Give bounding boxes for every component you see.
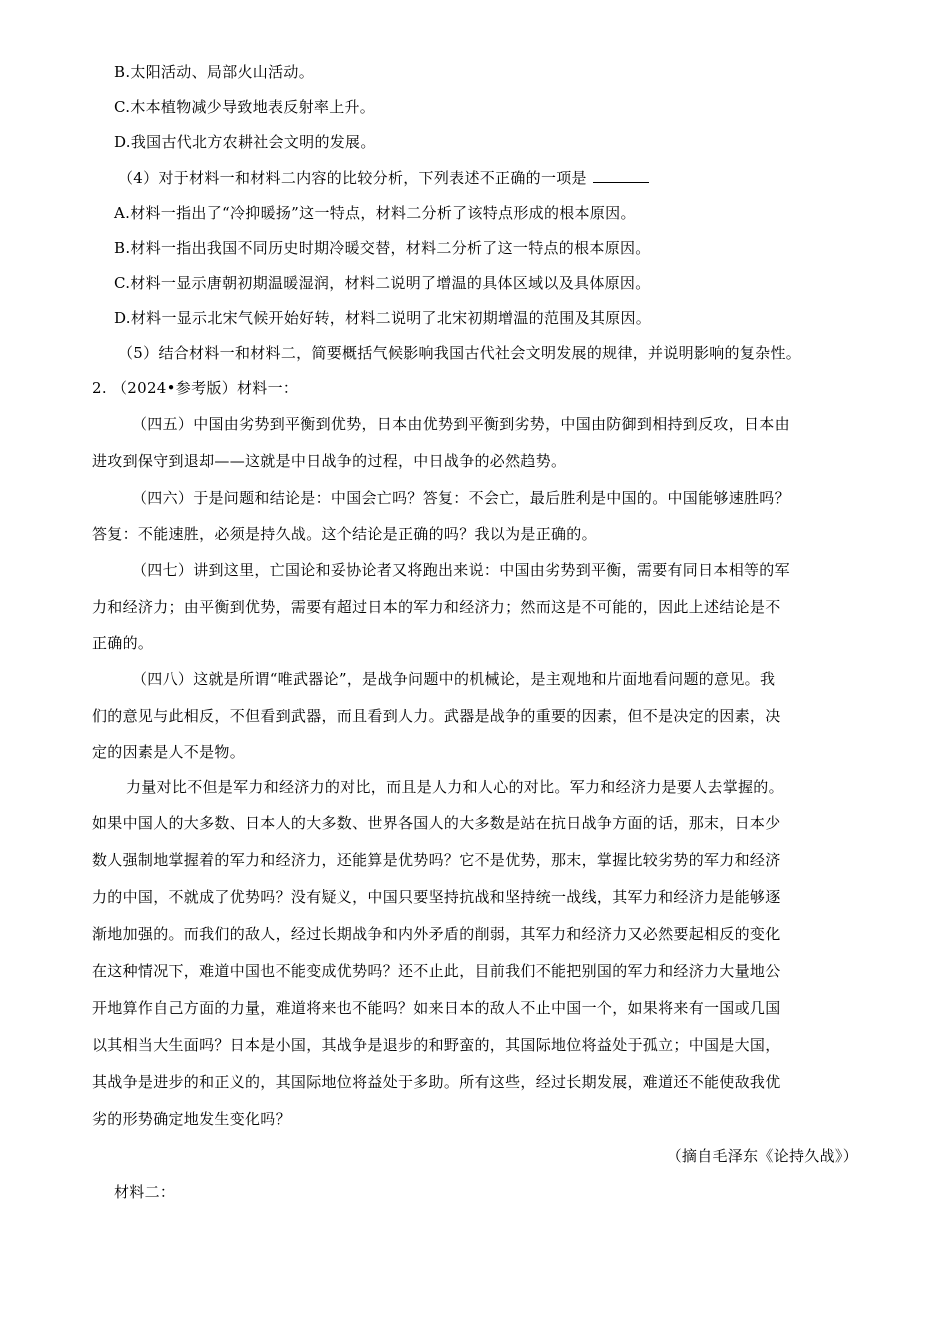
answer-blank[interactable] [593,168,649,183]
paragraph-46-line-2: 答复：不能速胜，必须是持久战。这个结论是正确的吗？我以为是正确的。 [92,525,597,543]
material-2-label: 材料二： [114,1183,176,1201]
option-4d: D.材料一显示北宋气候开始好转，材料二说明了北宋初期增温的范围及其原因。 [114,309,652,327]
paragraph-46-line-1: （四六）于是问题和结论是：中国会亡吗？答复：不会亡，最后胜利是中国的。中国能够速胜吗？ [132,489,790,507]
paragraph-body-line-8: 以其相当大生面吗？日本是小国，其战争是退步的和野蛮的，其国际地位将益处于孤立；中国是大国， [92,1036,781,1054]
paragraph-47-line-2: 力和经济力；由平衡到优势，需要有超过日本的军力和经济力；然而这是不可能的，因此上述结论是不 [92,598,781,616]
paragraph-body-line-1: 力量对比不但是军力和经济力的对比，而且是人力和人心的对比。军力和经济力是要人去掌握的。 [126,778,784,796]
subquestion-4-text: （4）对于材料一和材料二内容的比较分析，下列表述不正确的一项是 [118,169,587,187]
option-4a: A.材料一指出了“冷抑暖扬”这一特点，材料二分析了该特点形成的根本原因。 [114,204,636,222]
paragraph-body-line-4: 力的中国，不就成了优势吗？没有疑义，中国只要坚持抗战和坚持统一战线，其军力和经济力是能够逐 [92,888,781,906]
option-4b: B.材料一指出我国不同历史时期冷暖交替，材料二分析了这一特点的根本原因。 [114,239,651,257]
option-c: C.木本植物减少导致地表反射率上升。 [114,98,376,116]
paragraph-body-line-9: 其战争是进步的和正义的，其国际地位将益处于多助。所有这些，经过长期发展，难道还不能使敌我优 [92,1073,781,1091]
paragraph-body-line-3: 数人强制地掌握着的军力和经济力，还能算是优势吗？它不是优势，那末，掌握比较劣势的军力和经济 [92,851,781,869]
paragraph-47-line-3: 正确的。 [92,634,154,652]
paragraph-body-line-7: 开地算作自己方面的力量，难道将来也不能吗？如来日本的敌人不止中国一个，如果将来有一国或几国 [92,999,781,1017]
paragraph-45-line-1: （四五）中国由劣势到平衡到优势，日本由优势到平衡到劣势，中国由防御到相持到反攻，日本由 [132,415,790,433]
subquestion-5: （5）结合材料一和材料二，简要概括气候影响我国古代社会文明发展的规律，并说明影响的复杂性。 [118,344,802,362]
paragraph-body-line-10: 劣的形势确定地发生变化吗？ [92,1110,291,1128]
subquestion-4 [118,168,649,188]
paragraph-body-line-6: 在这种情况下，难道中国也不能变成优势吗？还不止此，目前我们不能把别国的军力和经济力大量地公 [92,962,781,980]
option-b: B.太阳活动、局部火山活动。 [114,63,314,81]
paragraph-body-line-2: 如果中国人的大多数、日本人的大多数、世界各国人的大多数是站在抗日战争方面的话，那末，日本少 [92,814,781,832]
paragraph-48-line-2: 们的意见与此相反，不但看到武器，而且看到人力。武器是战争的重要的因素，但不是决定的因素，决 [92,707,781,725]
question-2-heading: 2. （2024•参考版）材料一： [92,379,299,397]
option-d: D.我国古代北方农耕社会文明的发展。 [114,133,376,151]
source-citation: （摘自毛泽东《论持久战》） [666,1147,858,1165]
paragraph-48-line-1: （四八）这就是所谓“唯武器论”，是战争问题中的机械论，是主观地和片面地看问题的意见。我 [132,670,776,688]
paragraph-45-line-2: 进攻到保守到退却——这就是中日战争的过程，中日战争的必然趋势。 [92,452,567,470]
option-4c: C.材料一显示唐朝初期温暖湿润，材料二说明了增温的具体区域以及具体原因。 [114,274,651,292]
paragraph-body-line-5: 渐地加强的。而我们的敌人，经过长期战争和内外矛盾的削弱，其军力和经济力又必然要起相反的变化 [92,925,781,943]
paragraph-48-line-3: 定的因素是人不是物。 [92,743,246,761]
paragraph-47-line-1: （四七）讲到这里，亡国论和妥协论者又将跑出来说：中国由劣势到平衡，需要有同日本相等的军 [132,561,790,579]
